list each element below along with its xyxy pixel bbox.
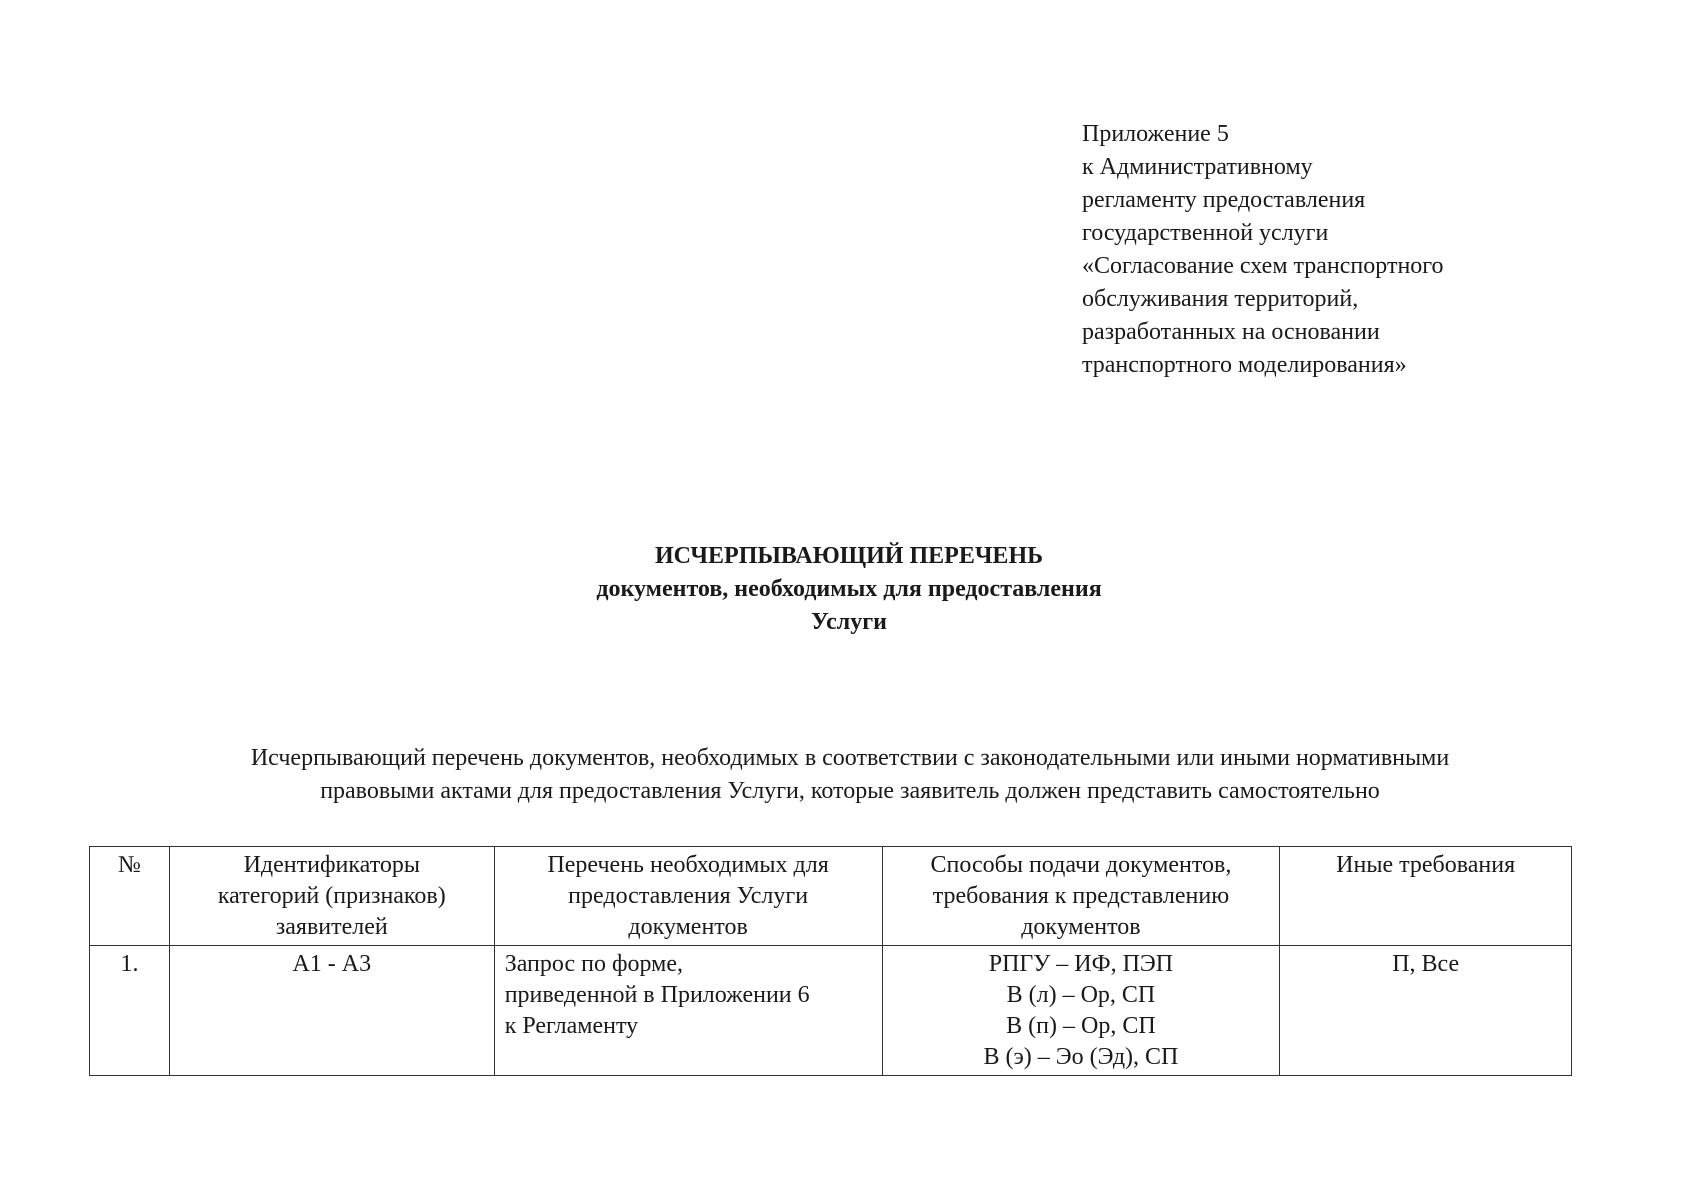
header-other-requirements: Иные требования: [1280, 847, 1572, 946]
heading-title: ИСЧЕРПЫВАЮЩИЙ ПЕРЕЧЕНЬ: [655, 543, 1043, 569]
intro-line: Исчерпывающий перечень документов, необходимых в соответствии с законодательными или иными нормативными: [250, 745, 1450, 771]
appendix-line: разработанных на основании: [1082, 319, 1380, 345]
appendix-line: транспортного моделирования»: [1082, 352, 1407, 378]
heading-subtitle-2: Услуги: [811, 609, 887, 635]
header-submission-methods: Способы подачи документов, требования к представлению документов: [882, 847, 1280, 946]
appendix-line: государственной услуги: [1082, 220, 1329, 246]
cell-other-requirements: П, Все: [1280, 946, 1572, 1076]
header-applicant-ids: Идентификаторы категорий (признаков) заявителей: [169, 847, 494, 946]
header-number: №: [90, 847, 170, 946]
appendix-line: «Согласование схем транспортного: [1082, 253, 1444, 279]
cell-documents: Запрос по форме, приведенной в Приложении 6 к Регламенту: [494, 946, 882, 1076]
appendix-line: Приложение 5: [1082, 121, 1229, 147]
cell-number: 1.: [90, 946, 170, 1076]
intro-line: правовыми актами для предоставления Услуги, которые заявитель должен представить самостоятельно: [320, 778, 1380, 804]
header-documents: Перечень необходимых для предоставления Услуги документов: [494, 847, 882, 946]
documents-table: [89, 846, 1572, 1076]
appendix-line: к Административному: [1082, 154, 1313, 180]
heading-subtitle: документов, необходимых для предоставления: [596, 576, 1102, 602]
appendix-line: обслуживания территорий,: [1082, 286, 1359, 312]
cell-submission-methods: РПГУ – ИФ, ПЭП В (л) – Ор, СП В (п) – Ор, СП В (э) – Эо (Эд), СП: [882, 946, 1280, 1076]
table-header-row: [90, 847, 1572, 946]
document-heading: [0, 540, 1698, 639]
intro-paragraph: [100, 742, 1600, 808]
appendix-line: регламенту предоставления: [1082, 187, 1366, 213]
cell-applicant-ids: А1 - А3: [169, 946, 494, 1076]
appendix-note: [1082, 118, 1582, 382]
table-row: [90, 946, 1572, 1076]
